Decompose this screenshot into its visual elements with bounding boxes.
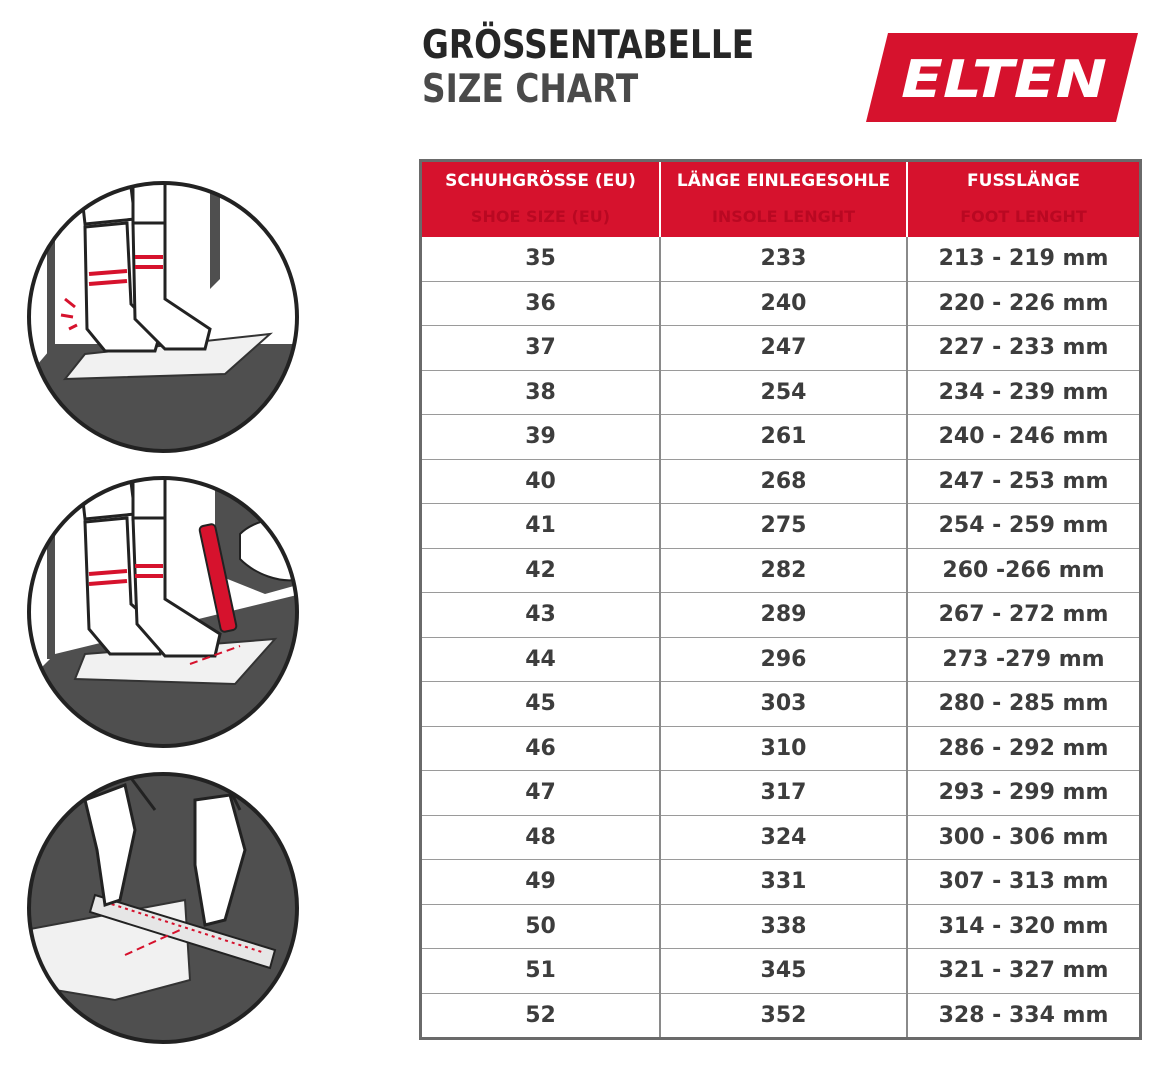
foot-length-cell: 247 - 253 mm — [907, 459, 1139, 504]
column-header-insole-length — [660, 162, 907, 237]
column-header-sublabel: FOOT LENGHT — [960, 206, 1087, 226]
column-header-label: LÄNGE EINLEGESOHLE — [676, 170, 891, 191]
column-header-sublabel: SHOE SIZE (EU) — [470, 206, 611, 226]
table-row — [422, 637, 1139, 682]
table-body — [422, 237, 1139, 1037]
elten-logo — [866, 33, 1138, 122]
foot-length-cell: 293 - 299 mm — [907, 771, 1139, 816]
column-header-sublabel: INSOLE LENGHT — [711, 206, 856, 226]
insole-length-cell: 254 — [660, 370, 907, 415]
insole-length-cell: 240 — [660, 281, 907, 326]
shoe-size-cell: 50 — [422, 904, 660, 949]
foot-length-cell: 300 - 306 mm — [907, 815, 1139, 860]
table-row — [422, 326, 1139, 371]
shoe-size-cell: 51 — [422, 949, 660, 994]
table-row — [422, 771, 1139, 816]
shoe-size-cell: 49 — [422, 860, 660, 905]
foot-length-cell: 286 - 292 mm — [907, 726, 1139, 771]
insole-length-cell: 310 — [660, 726, 907, 771]
shoe-size-cell: 38 — [422, 370, 660, 415]
foot-length-cell: 240 - 246 mm — [907, 415, 1139, 460]
table-row — [422, 548, 1139, 593]
shoe-size-cell: 37 — [422, 326, 660, 371]
column-header-label: SCHUHGRÖSSE (EU) — [445, 170, 636, 191]
foot-length-cell: 227 - 233 mm — [907, 326, 1139, 371]
column-header-foot-length — [907, 162, 1139, 237]
table-row — [422, 726, 1139, 771]
size-chart-table — [419, 159, 1142, 1040]
shoe-size-cell: 47 — [422, 771, 660, 816]
table-row — [422, 370, 1139, 415]
insole-length-cell: 303 — [660, 682, 907, 727]
insole-length-cell: 275 — [660, 504, 907, 549]
insole-length-cell: 261 — [660, 415, 907, 460]
shoe-size-cell: 48 — [422, 815, 660, 860]
table-row — [422, 860, 1139, 905]
shoe-size-cell: 46 — [422, 726, 660, 771]
table-row — [422, 237, 1139, 281]
insole-length-cell: 247 — [660, 326, 907, 371]
insole-length-cell: 268 — [660, 459, 907, 504]
page-title: GRÖSSENTABELLE — [422, 23, 755, 68]
shoe-size-cell: 52 — [422, 993, 660, 1037]
table-row — [422, 993, 1139, 1037]
logo-text: ELTEN — [901, 50, 1107, 110]
foot-length-cell: 260 -266 mm — [907, 548, 1139, 593]
heel-against-wall-icon — [25, 179, 301, 455]
column-header-label: FUSSLÄNGE — [967, 170, 1080, 191]
foot-length-cell: 220 - 226 mm — [907, 281, 1139, 326]
foot-length-cell: 254 - 259 mm — [907, 504, 1139, 549]
insole-length-cell: 338 — [660, 904, 907, 949]
insole-length-cell: 352 — [660, 993, 907, 1037]
shoe-size-cell: 35 — [422, 237, 660, 281]
shoe-size-cell: 36 — [422, 281, 660, 326]
foot-length-cell: 273 -279 mm — [907, 637, 1139, 682]
table-row — [422, 815, 1139, 860]
foot-length-cell: 328 - 334 mm — [907, 993, 1139, 1037]
foot-length-cell: 213 - 219 mm — [938, 246, 1109, 272]
foot-length-cell: 314 - 320 mm — [907, 904, 1139, 949]
insole-length-cell: 282 — [660, 548, 907, 593]
table-row — [422, 504, 1139, 549]
table-row — [422, 415, 1139, 460]
foot-length-cell: 234 - 239 mm — [907, 370, 1139, 415]
shoe-size-cell: 41 — [422, 504, 660, 549]
title-block — [422, 24, 817, 112]
insole-length-cell: 296 — [660, 637, 907, 682]
shoe-size-cell: 44 — [422, 637, 660, 682]
page-subtitle: SIZE CHART — [422, 67, 639, 112]
shoe-size-cell: 43 — [422, 593, 660, 638]
table-row — [422, 593, 1139, 638]
table-row — [422, 904, 1139, 949]
foot-length-cell: 321 - 327 mm — [907, 949, 1139, 994]
shoe-size-cell: 45 — [422, 682, 660, 727]
table-row — [422, 459, 1139, 504]
insole-length-cell: 289 — [660, 593, 907, 638]
insole-length-cell: 317 — [660, 771, 907, 816]
table-row — [422, 281, 1139, 326]
column-header-shoe-size — [422, 162, 660, 237]
trace-foot-outline-icon — [25, 474, 301, 750]
table-row — [422, 682, 1139, 727]
shoe-size-cell: 40 — [422, 459, 660, 504]
insole-length-cell: 233 — [660, 237, 907, 281]
foot-length-cell: 267 - 272 mm — [907, 593, 1139, 638]
insole-length-cell: 324 — [660, 815, 907, 860]
table-header-row — [422, 162, 1139, 237]
shoe-size-cell: 39 — [422, 415, 660, 460]
foot-length-cell: 280 - 285 mm — [907, 682, 1139, 727]
insole-length-cell: 345 — [660, 949, 907, 994]
shoe-size-cell: 42 — [422, 548, 660, 593]
foot-length-cell: 307 - 313 mm — [907, 860, 1139, 905]
table-row — [422, 949, 1139, 994]
measure-with-ruler-icon — [25, 770, 301, 1046]
insole-length-cell: 331 — [660, 860, 907, 905]
